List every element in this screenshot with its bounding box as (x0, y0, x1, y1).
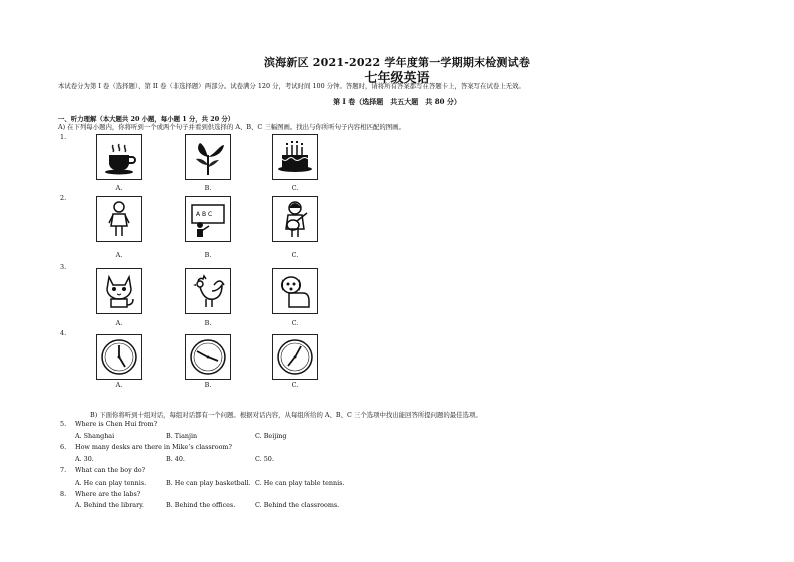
answer-option: B. Behind the offices. (166, 501, 236, 509)
question-number: 2. (60, 194, 67, 202)
option-label: A. (115, 319, 123, 327)
cat-icon (96, 268, 142, 314)
question-number: 8. (60, 490, 67, 498)
answer-option: C. He can play table tennis. (255, 479, 345, 487)
section-heading: 一、听力理解（本大题共 20 小题，每小题 1 分，共 20 分） (58, 115, 235, 123)
girl-guitar-icon (272, 196, 318, 242)
answer-option: B. He can play basketball. (166, 479, 251, 487)
question-number: 3. (60, 263, 67, 271)
option-label: C. (291, 319, 299, 327)
answer-option: B. Tianjin (166, 432, 198, 440)
option-label: A. (115, 184, 123, 192)
exam-subtitle: 七年级英语 (364, 71, 430, 86)
question-text: Where are the labs? (75, 490, 141, 498)
coffee-cup-icon (96, 134, 142, 180)
svg-text:A B C: A B C (196, 211, 213, 218)
option-label: A. (115, 381, 123, 389)
answer-option: B. 40. (166, 455, 185, 463)
exam-instructions: 本试卷分为第 I 卷（选择题）、第 II 卷（非选择题）两部分。试卷满分 120 分，考试时间 100 分钟。答题时，请将所有答案都写在答题卡上，答案写在试卷上无效。 (58, 82, 525, 90)
question-number: 1. (60, 133, 67, 141)
question-number: 7. (60, 466, 67, 474)
teacher-blackboard-icon (185, 196, 231, 242)
woman-standing-icon (96, 196, 142, 242)
instruction-a: A) 在下列每小题内，你将听到一个或两个句子并看到供选择的 A、B、C 三幅图画。找出与你所听句子内容相匹配的图画。 (58, 123, 405, 131)
answer-option: A. He can play tennis. (75, 479, 147, 487)
dog-icon (272, 268, 318, 314)
answer-option: A. Behind the library. (75, 501, 144, 509)
answer-option: C. Behind the classrooms. (255, 501, 340, 509)
option-label: C. (291, 251, 299, 259)
question-text: How many desks are there in Mike’s classroom? (75, 443, 232, 451)
birthday-cake-icon (272, 134, 318, 180)
question-number: 6. (60, 443, 67, 451)
answer-option: C. 50. (255, 455, 274, 463)
answer-option: A. Shanghai (75, 432, 115, 440)
question-text: What can the boy do? (75, 466, 146, 474)
exam-title: 滨海新区 2021-2022 学年度第一学期期末检测试卷 (263, 56, 531, 69)
option-label: A. (115, 251, 123, 259)
question-number: 4. (60, 329, 67, 337)
option-label: C. (291, 381, 299, 389)
question-text: Where is Chen Hui from? (75, 420, 158, 428)
flower-icon (185, 134, 231, 180)
question-number: 5. (60, 420, 67, 428)
clock-icon (272, 334, 318, 380)
answer-option: A. 30. (75, 455, 94, 463)
option-label: B. (204, 184, 212, 192)
option-label: C. (291, 184, 299, 192)
instruction-b: B) 下面你将听到十组对话，每组对话都有一个问题。根据对话内容，从每组所给的 A、B、C 三个选项中找出能回答所提问题的最佳选项。 (90, 411, 482, 419)
clock-icon (96, 334, 142, 380)
rooster-icon (185, 268, 231, 314)
option-label: B. (204, 381, 212, 389)
clock-icon (185, 334, 231, 380)
option-label: B. (204, 319, 212, 327)
part-title: 第 I 卷（选择题 共五大题 共 80 分） (333, 97, 461, 106)
option-label: B. (204, 251, 212, 259)
answer-option: C. Beijing (255, 432, 287, 440)
